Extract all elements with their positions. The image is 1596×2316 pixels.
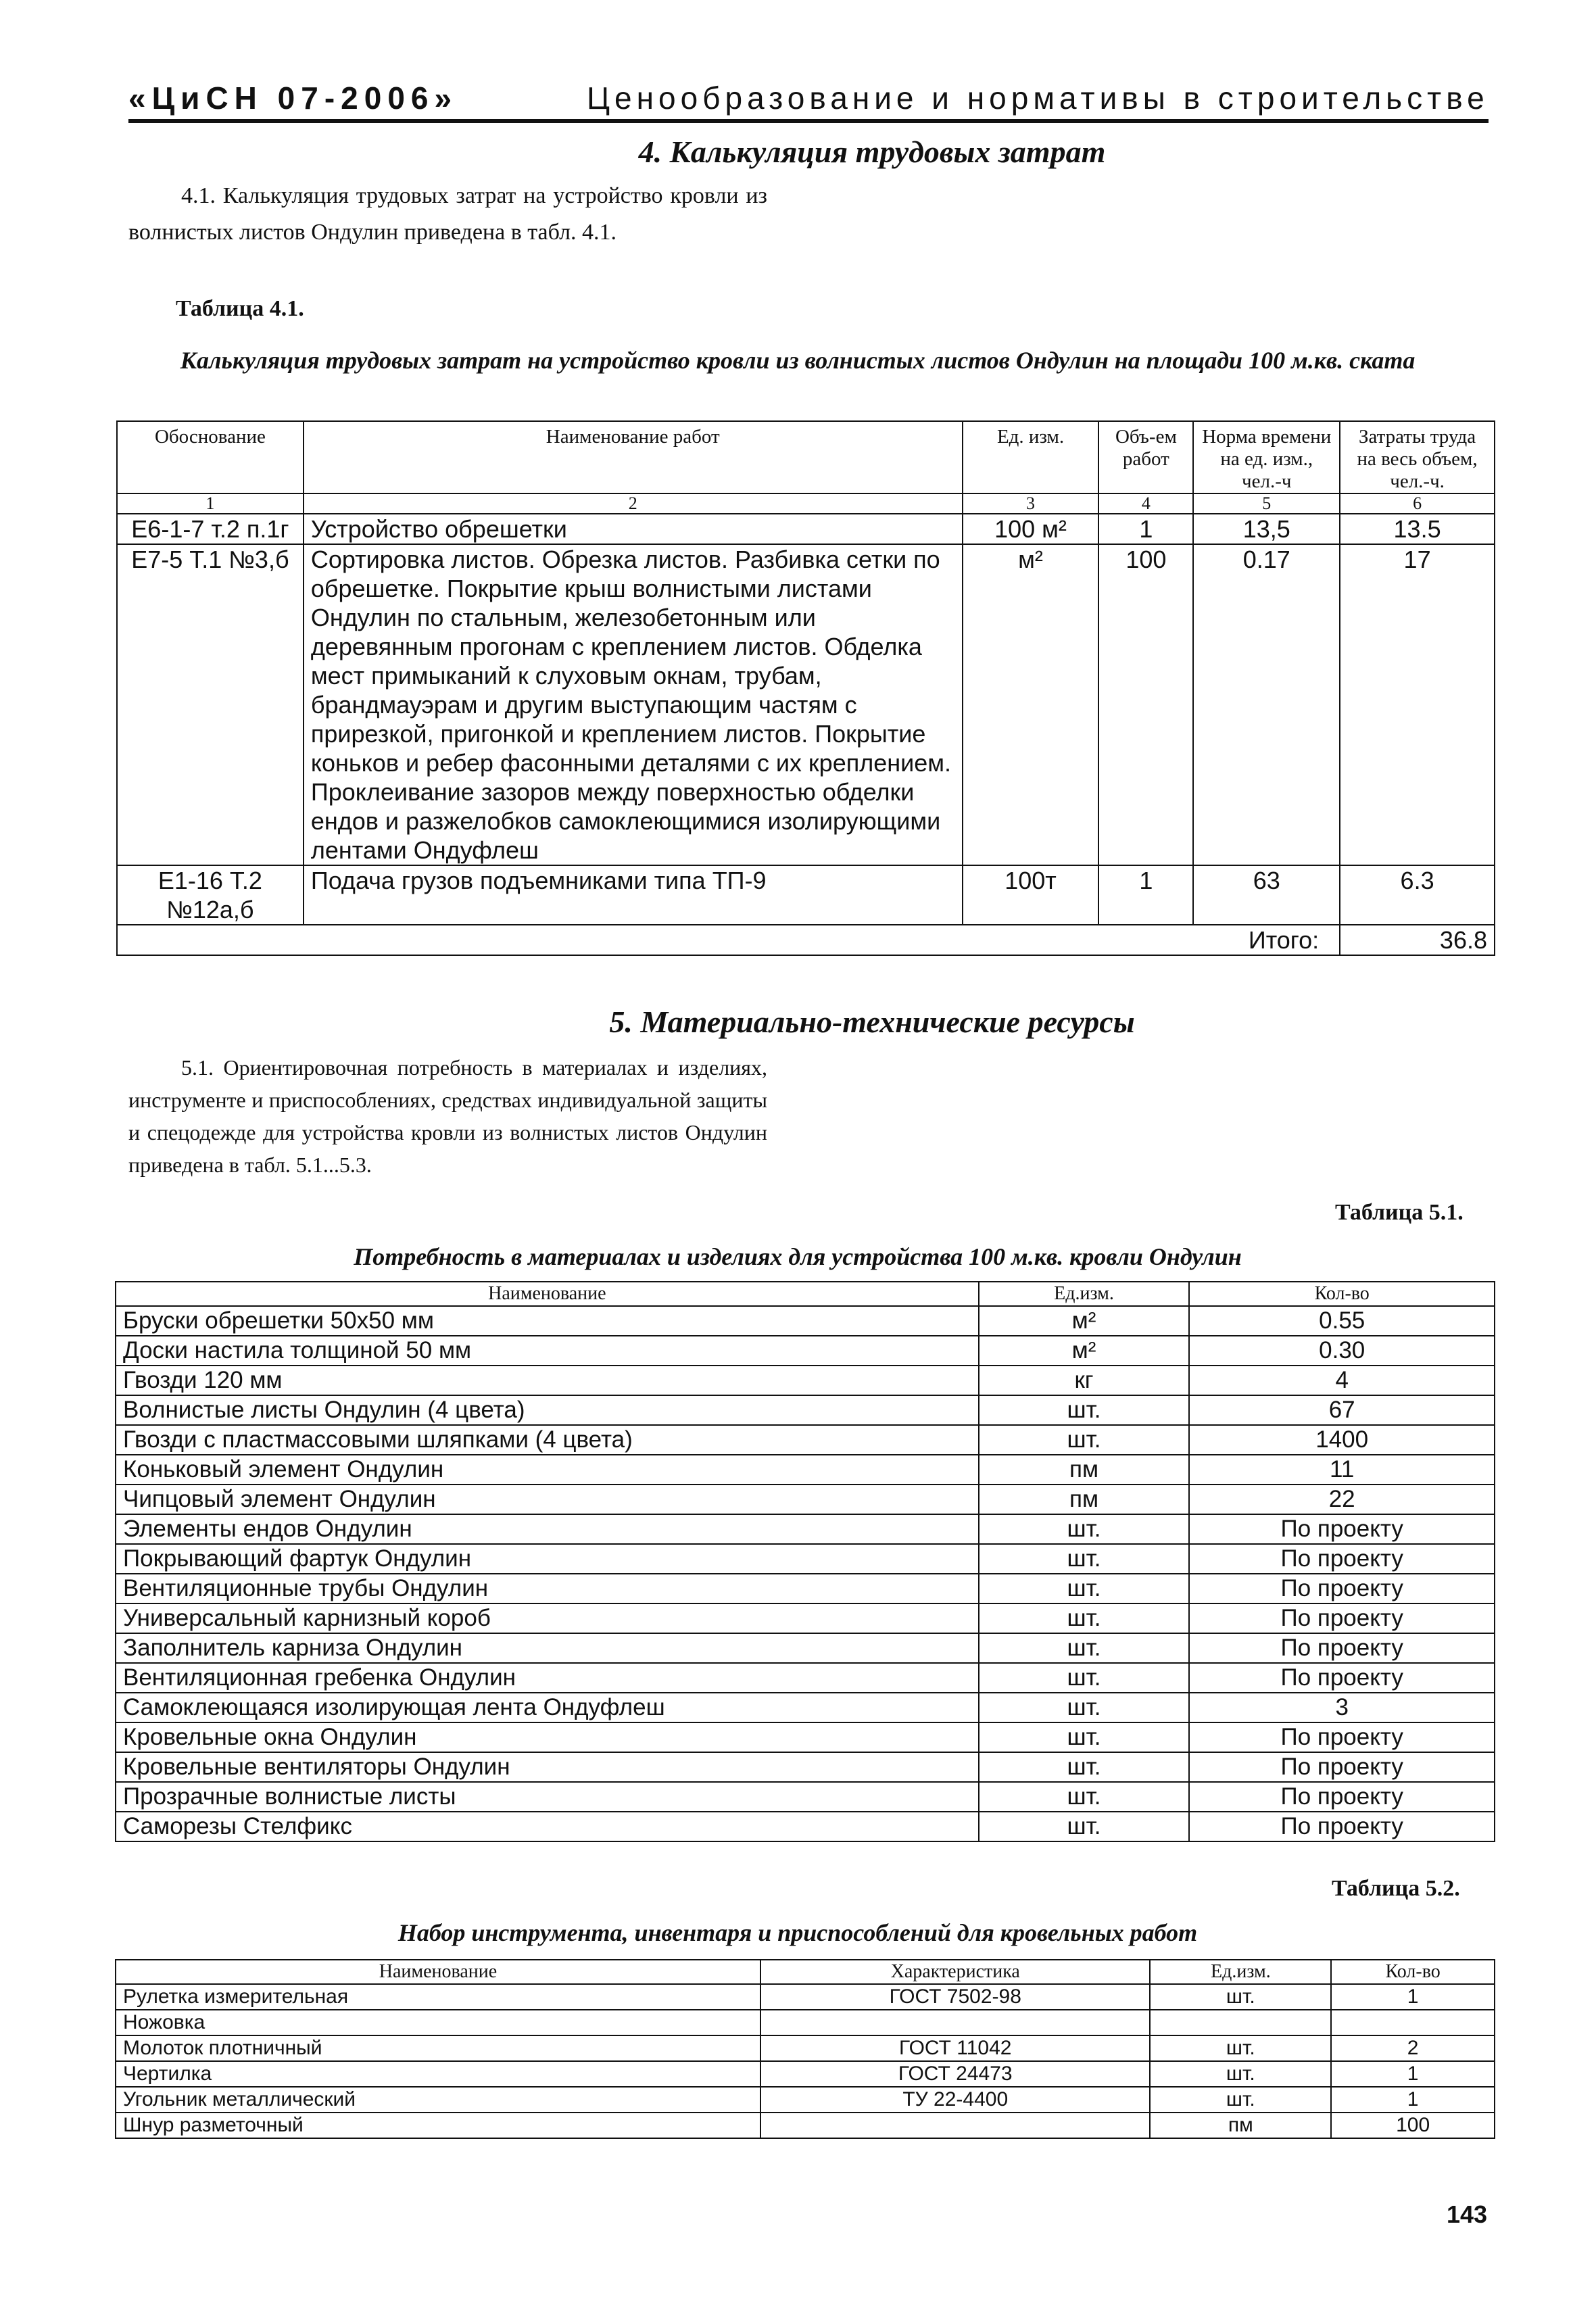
table-row [116,1984,1495,2010]
running-header-code: «ЦиСН 07-2006» [128,80,458,116]
material-quantity: По проекту [1189,1544,1495,1574]
table-header-row [116,1960,1495,1984]
material-name: Кровельные вентиляторы Ондулин [116,1752,979,1782]
col-number: 2 [304,493,963,514]
col-header-quantity: Кол-во [1331,1960,1495,1984]
material-unit: шт. [979,1425,1190,1455]
table-row [116,1782,1495,1812]
tool-spec: ГОСТ 24473 [760,2061,1150,2087]
volume-cell: 100 [1098,544,1193,865]
tool-name: Чертилка [116,2061,760,2087]
material-unit: шт. [979,1574,1190,1603]
table-row [116,2113,1495,2138]
table-row [116,1544,1495,1574]
tool-unit: шт. [1150,1984,1331,2010]
tool-unit: пм [1150,2113,1331,2138]
table-row [116,2087,1495,2113]
tool-spec: ТУ 22-4400 [760,2087,1150,2113]
table-row [116,1455,1495,1485]
unit-cell: м² [963,544,1099,865]
material-unit: шт. [979,1663,1190,1693]
tool-quantity [1331,2010,1495,2035]
material-name: Коньковый элемент Ондулин [116,1455,979,1485]
table-row [116,1485,1495,1514]
table-header-row [117,421,1495,493]
material-unit: шт. [979,1544,1190,1574]
material-quantity: По проекту [1189,1782,1495,1812]
tool-name: Ножовка [116,2010,760,2035]
norm-cell: 13,5 [1193,514,1340,544]
material-name: Самоклеющаяся изолирующая лента Ондуфлеш [116,1693,979,1722]
material-name: Волнистые листы Ондулин (4 цвета) [116,1395,979,1425]
material-quantity: 0.55 [1189,1306,1495,1336]
section-5-title: 5. Материально-технические ресурсы [609,1005,1135,1039]
table-5-2-caption: Таблица 5.2. [1332,1876,1460,1901]
table-row [116,1603,1495,1633]
tool-spec [760,2113,1150,2138]
material-unit: шт. [979,1693,1190,1722]
material-unit: пм [979,1455,1190,1485]
work-name-cell: Устройство обрешетки [304,514,963,544]
material-name: Вентиляционные трубы Ондулин [116,1574,979,1603]
col-number: 6 [1340,493,1495,514]
col-header-unit: Ед. изм. [963,421,1099,493]
material-name: Покрывающий фартук Ондулин [116,1544,979,1574]
table-row [116,1395,1495,1425]
tool-name: Шнур разметочный [116,2113,760,2138]
labor-cell: 6.3 [1340,865,1495,925]
material-unit: шт. [979,1395,1190,1425]
material-quantity: 0.30 [1189,1336,1495,1366]
material-name: Гвозди 120 мм [116,1366,979,1395]
material-name: Доски настила толщиной 50 мм [116,1336,979,1366]
col-header-labor: Затраты труда на весь объем, чел.-ч. [1340,421,1495,493]
labor-cost-table [116,420,1495,956]
basis-cell: Е7-5 Т.1 №3,б [117,544,304,865]
material-name: Гвозди с пластмассовыми шляпками (4 цвета) [116,1425,979,1455]
material-name: Элементы ендов Ондулин [116,1514,979,1544]
tool-name: Угольник металлический [116,2087,760,2113]
table-row [116,2035,1495,2061]
tool-unit: шт. [1150,2035,1331,2061]
material-quantity: 4 [1189,1366,1495,1395]
material-unit: шт. [979,1752,1190,1782]
table-4-1-title: Калькуляция трудовых затрат на устройство кровли из волнистых листов Ондулин на площади 100 м.кв. ската [180,347,1416,374]
material-quantity: По проекту [1189,1514,1495,1544]
header-rule [128,119,1489,123]
material-unit: шт. [979,1812,1190,1841]
tool-quantity: 100 [1331,2113,1495,2138]
material-unit: шт. [979,1633,1190,1663]
material-unit: шт. [979,1603,1190,1633]
column-number-row [117,493,1495,514]
material-name: Саморезы Стелфикс [116,1812,979,1841]
table-4-1-caption: Таблица 4.1. [176,296,304,321]
table-row [116,1633,1495,1663]
col-header-unit: Ед.изм. [1150,1960,1331,1984]
material-quantity: По проекту [1189,1752,1495,1782]
col-header-basis: Обоснование [117,421,304,493]
col-header-work-name: Наименование работ [304,421,963,493]
table-row [116,1336,1495,1366]
tool-name: Молоток плотничный [116,2035,760,2061]
material-unit: м² [979,1306,1190,1336]
tool-unit [1150,2010,1331,2035]
section-4-title: 4. Калькуляция трудовых затрат [638,135,1106,169]
material-name: Чипцовый элемент Ондулин [116,1485,979,1514]
running-header-title: Ценообразование и нормативы в строительстве [587,80,1489,116]
table-row [116,1752,1495,1782]
table-row [117,544,1495,865]
col-header-quantity: Кол-во [1189,1282,1495,1306]
table-row [117,865,1495,925]
col-header-name: Наименование [116,1282,979,1306]
material-unit: шт. [979,1514,1190,1544]
page-number: 143 [1447,2200,1488,2228]
material-unit: шт. [979,1722,1190,1752]
tool-quantity: 1 [1331,1984,1495,2010]
norm-cell: 63 [1193,865,1340,925]
col-number: 4 [1098,493,1193,514]
tool-unit: шт. [1150,2061,1331,2087]
labor-cell: 13.5 [1340,514,1495,544]
materials-table [115,1281,1495,1842]
table-row [116,1306,1495,1336]
total-label: Итого: [117,925,1340,955]
table-row [117,514,1495,544]
tool-spec [760,2010,1150,2035]
tool-spec: ГОСТ 7502-98 [760,1984,1150,2010]
material-name: Заполнитель карниза Ондулин [116,1633,979,1663]
material-quantity: По проекту [1189,1574,1495,1603]
material-name: Прозрачные волнистые листы [116,1782,979,1812]
table-row [116,2010,1495,2035]
tool-quantity: 1 [1331,2061,1495,2087]
material-quantity: По проекту [1189,1663,1495,1693]
col-number: 1 [117,493,304,514]
material-quantity: По проекту [1189,1603,1495,1633]
tools-table [115,1959,1495,2139]
volume-cell: 1 [1098,865,1193,925]
basis-cell: Е6-1-7 т.2 п.1г [117,514,304,544]
table-5-2-title: Набор инструмента, инвентаря и приспособлений для кровельных работ [397,1919,1198,1946]
tool-unit: шт. [1150,2087,1331,2113]
material-unit: кг [979,1366,1190,1395]
table-row [116,1425,1495,1455]
section-5-paragraph: 5.1. Ориентировочная потребность в материалах и изделиях, инструменте и приспособлениях, средствах индивидуальной защиты и спецодежде для устройства кровли из волнистых листов Ондулин приведена в табл. 5.1...5.3. [128,1055,767,1177]
table-5-1-caption: Таблица 5.1. [1335,1200,1464,1225]
unit-cell: 100т [963,865,1099,925]
basis-cell: Е1-16 Т.2 №12а,б [117,865,304,925]
total-value: 36.8 [1340,925,1495,955]
tool-quantity: 1 [1331,2087,1495,2113]
material-quantity: По проекту [1189,1633,1495,1663]
work-name-cell: Сортировка листов. Обрезка листов. Разбивка сетки по обрешетке. Покрытие крыш волнистыми листами Ондулин по стальным, железобетонным или деревянным прогонам с креплением листов. Обделка мест примыканий к слуховым окнам, трубам, брандмауэрам и другим выступающим частям с прирезкой, пригонкой и креплением листов. Покрытие коньков и ребер фасонными деталями с их креплением. Проклеивание зазоров между поверхностью обделки ендов и разжелобков самоклеющимися изолирующими лентами Ондуфлеш [304,544,963,865]
table-5-1-title: Потребность в материалах и изделиях для устройства 100 м.кв. кровли Ондулин [354,1243,1242,1270]
col-header-volume: Объ-ем работ [1098,421,1193,493]
material-unit: пм [979,1485,1190,1514]
table-row [116,1514,1495,1544]
col-header-unit: Ед.изм. [979,1282,1190,1306]
material-name: Вентиляционная гребенка Ондулин [116,1663,979,1693]
table-row [116,1722,1495,1752]
table-row [116,1366,1495,1395]
unit-cell: 100 м² [963,514,1099,544]
table-row [116,1574,1495,1603]
tool-spec: ГОСТ 11042 [760,2035,1150,2061]
volume-cell: 1 [1098,514,1193,544]
material-quantity: По проекту [1189,1722,1495,1752]
tool-name: Рулетка измерительная [116,1984,760,2010]
total-row [117,925,1495,955]
material-quantity: 3 [1189,1693,1495,1722]
material-name: Кровельные окна Ондулин [116,1722,979,1752]
col-number: 5 [1193,493,1340,514]
norm-cell: 0.17 [1193,544,1340,865]
table-header-row [116,1282,1495,1306]
col-header-spec: Характеристика [760,1960,1150,1984]
material-quantity: По проекту [1189,1812,1495,1841]
section-4-paragraph: 4.1. Калькуляция трудовых затрат на устройство кровли из волнистых листов Ондулин приведена в табл. 4.1. [128,183,767,245]
work-name-cell: Подача грузов подъемниками типа ТП-9 [304,865,963,925]
material-quantity: 11 [1189,1455,1495,1485]
material-quantity: 1400 [1189,1425,1495,1455]
col-number: 3 [963,493,1099,514]
material-quantity: 67 [1189,1395,1495,1425]
table-row [116,1663,1495,1693]
col-header-name: Наименование [116,1960,760,1984]
table-row [116,1812,1495,1841]
tool-quantity: 2 [1331,2035,1495,2061]
table-row [116,1693,1495,1722]
table-row [116,2061,1495,2087]
labor-cell: 17 [1340,544,1495,865]
material-unit: м² [979,1336,1190,1366]
col-header-norm: Норма времени на ед. изм., чел.-ч [1193,421,1340,493]
material-name: Бруски обрешетки 50х50 мм [116,1306,979,1336]
material-name: Универсальный карнизный короб [116,1603,979,1633]
material-quantity: 22 [1189,1485,1495,1514]
material-unit: шт. [979,1782,1190,1812]
